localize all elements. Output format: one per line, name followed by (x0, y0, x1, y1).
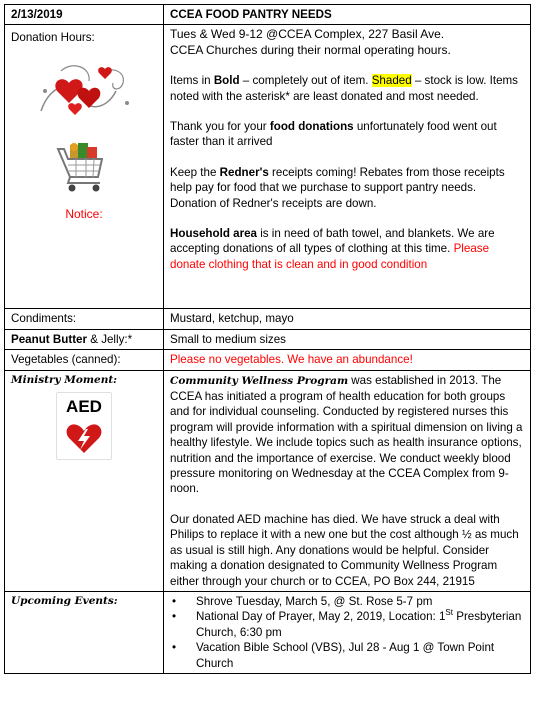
events-list (170, 594, 524, 671)
donation-hours-label: Donation Hours: (11, 31, 95, 45)
shopping-cart-icon (56, 139, 108, 195)
ministry-row (5, 370, 531, 591)
ministry-label-cell (5, 370, 164, 591)
thanks-text-2: unfortunately food went out faster than it arrived (170, 120, 497, 149)
event-2-text: National Day of Prayer, May 2, 2019, Location: 1 (196, 610, 446, 624)
peanut-label-bold: Peanut Butter (11, 332, 88, 346)
redner-paragraph (170, 165, 524, 211)
peanut-value: Small to medium sizes (164, 329, 531, 349)
aed-paragraph: Our donated AED machine has died. We have struck a deal with Philips to replace it with a new one but the cost although ½ as much as usual is still high. Any donations would be helpful. Consider making a donation designated to Community Wellness Program either through your church or to CCEA, PO Box 244, 21915 (170, 512, 519, 588)
donation-row (5, 25, 531, 309)
peanut-label-rest: & Jelly:* (87, 332, 133, 346)
household-paragraph (170, 226, 524, 272)
donation-hours-line-1: Tues & Wed 9-12 @CCEA Complex, 227 Basil Ave. (170, 27, 445, 42)
wellness-text: was established in 2013. The CCEA has initiated a program of health education for both groups and for individual counseling. Conducted by registered nurses this program will provide information with a spiritual dimension on living a healthy lifestyle. We include topics such as health insurance options, nutrition and the importance of exercise. We conduct weekly blood pressure monitoring on Wednesday at the CCEA Complex from 9-noon. (170, 373, 523, 496)
wellness-program-title: Community Wellness Program (170, 374, 349, 387)
donation-hours-line-2: CCEA Churches during their normal operating hours. (170, 42, 451, 57)
vegetables-label: Vegetables (canned): (5, 350, 164, 370)
condiments-row (5, 309, 531, 329)
pantry-needs-table (4, 4, 531, 674)
events-label-cell (5, 591, 164, 673)
document-title: CCEA FOOD PANTRY NEEDS (164, 5, 531, 25)
aed-heart-icon (66, 423, 102, 455)
upcoming-events-label: Upcoming Events: (11, 594, 118, 607)
legend-paragraph (170, 73, 524, 104)
legend-shaded-word: Shaded (371, 74, 412, 88)
notice-label: Notice: (65, 206, 103, 221)
aed-logo (56, 392, 112, 460)
redner-text-1: Keep the (170, 165, 220, 179)
events-row (5, 591, 531, 673)
date-cell: 2/13/2019 (5, 5, 164, 25)
thanks-paragraph (170, 119, 524, 150)
household-text: is in need of bath towel, and blankets. We are accepting donations of all types of clothing at this time. (170, 227, 495, 256)
legend-text-1: Items in (170, 74, 214, 88)
peanut-label-cell (5, 329, 164, 349)
donation-info-cell (164, 25, 531, 309)
event-2-text-end: Presbyterian Church, 6:30 pm (196, 610, 522, 639)
legend-text-3: – stock is low. Items noted with the asterisk* are least donated and most needed. (170, 74, 518, 103)
vegetables-value: Please no vegetables. We have an abundance! (164, 350, 531, 370)
ministry-info-cell (164, 370, 531, 591)
vegetables-row (5, 350, 531, 370)
event-item-1: • Shrove Tuesday, March 5, @ St. Rose 5-7 pm (170, 594, 524, 609)
aed-text: AED (66, 397, 102, 417)
ministry-moment-label: Ministry Moment: (11, 373, 118, 386)
condiments-label: Condiments: (5, 309, 164, 329)
redner-bold: Redner's (219, 165, 269, 179)
household-red-text: Please donate clothing that is clean and in good condition (170, 242, 490, 271)
donation-label-cell (5, 25, 164, 309)
thanks-bold: food donations (269, 120, 354, 134)
redner-text-2: receipts coming! Rebates from those receipts help pay for food that we purchase to support pantry needs. Donation of Redner's receipts are down. (170, 165, 505, 210)
condiments-value: Mustard, ketchup, mayo (164, 309, 531, 329)
event-item-3: • Vacation Bible School (VBS), Jul 28 - Aug 1 @ Town Point Church (170, 640, 524, 671)
household-bold: Household area (170, 227, 257, 241)
peanut-row (5, 329, 531, 349)
event-item-2 (170, 609, 524, 640)
wellness-paragraph (170, 373, 524, 497)
thanks-text-1: Thank you for your (170, 120, 270, 134)
hearts-swirl-icon (31, 61, 135, 125)
event-2-sup: St (445, 608, 453, 618)
events-list-cell (164, 591, 531, 673)
legend-text-2: – completely out of item. (239, 74, 372, 88)
header-row (5, 5, 531, 25)
legend-bold-word: Bold (213, 74, 240, 88)
